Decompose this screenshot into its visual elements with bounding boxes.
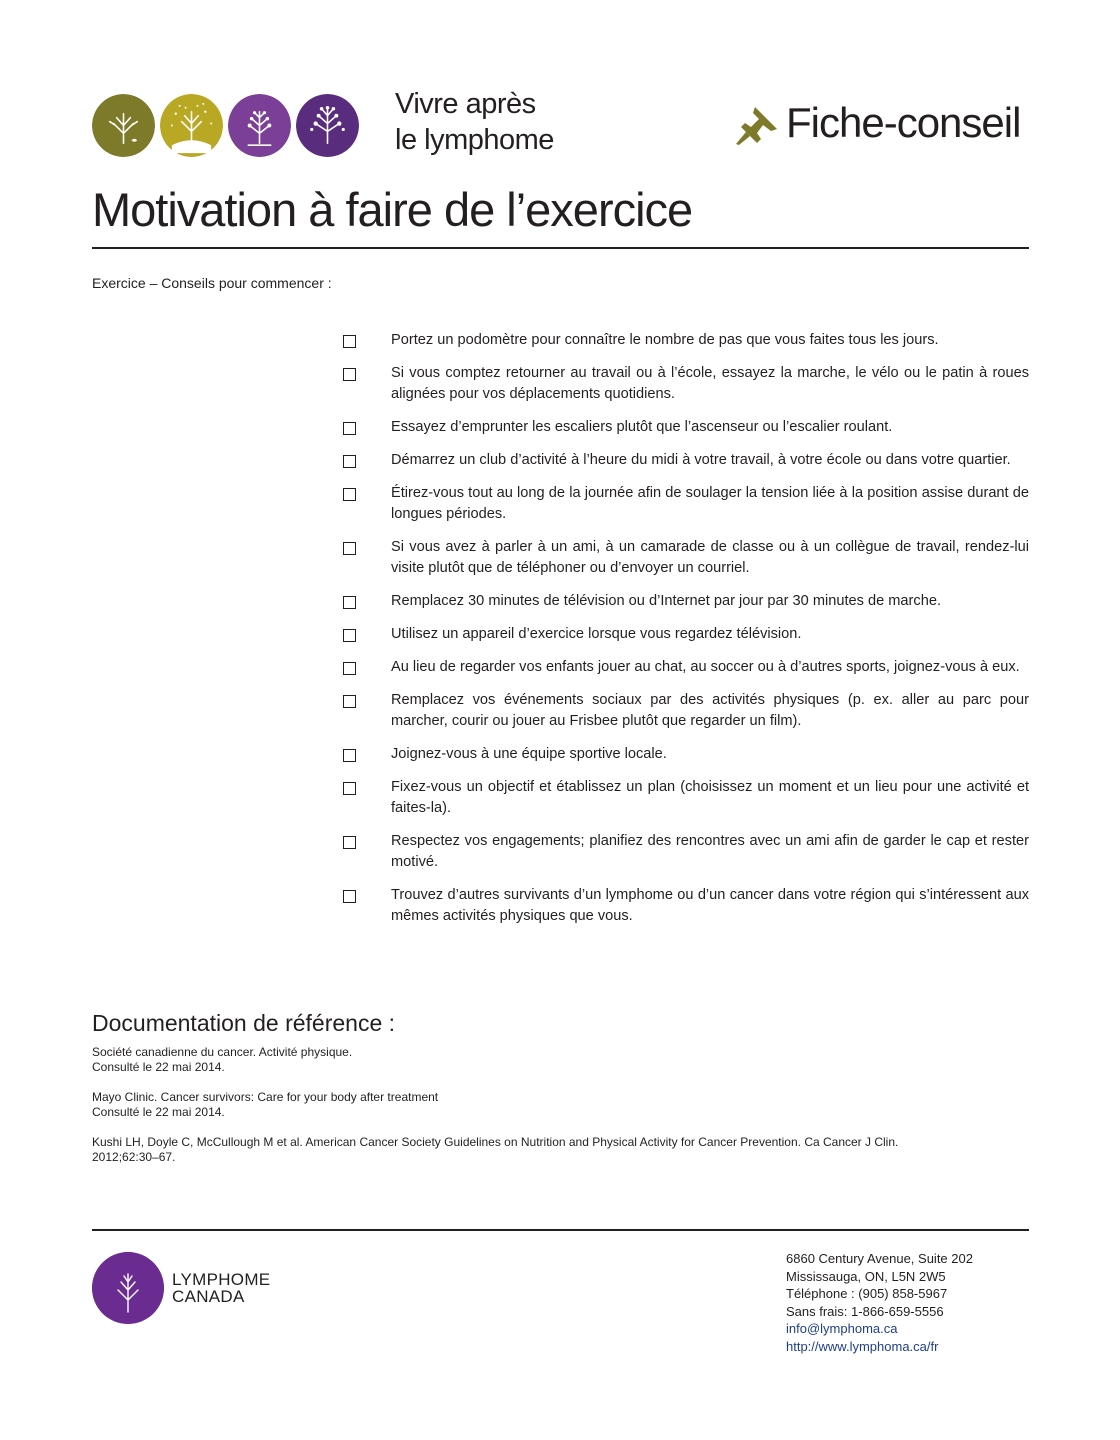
checklist-item: [343, 417, 1033, 438]
checklist-item: [343, 831, 1033, 873]
checklist-item-text: Joignez-vous à une équipe sportive locale.: [391, 746, 667, 762]
checkbox[interactable]: [343, 335, 356, 348]
fiche-conseil-badge: Fiche-conseil: [786, 99, 1021, 146]
checklist-item-text: Remplacez vos événements sociaux par des activités physiques (p. ex. aller au parc pour marcher, courir ou jouer au Frisbee plutôt que regarder un film).: [391, 692, 1029, 729]
checklist-item-text: Démarrez un club d’activité à l’heure du midi à votre travail, à votre école ou dans votre quartier.: [391, 452, 1011, 468]
pushpin-icon: [733, 101, 783, 147]
checkbox[interactable]: [343, 596, 356, 609]
email-link[interactable]: info@lymphoma.ca: [786, 1321, 898, 1336]
checkbox[interactable]: [343, 695, 356, 708]
checklist-item-text: Au lieu de regarder vos enfants jouer au chat, au soccer ou à d’autres sports, joignez-vous à eux.: [391, 659, 1020, 675]
checklist-item-text: Trouvez d’autres survivants d’un lymphome ou d’un cancer dans votre région qui s’intéressent aux mêmes activités physiques que vous.: [391, 887, 1029, 924]
checkbox[interactable]: [343, 455, 356, 468]
checklist-item-text: Respectez vos engagements; planifiez des rencontres avec un ami afin de garder le cap et rester motivé.: [391, 833, 1029, 870]
checkbox[interactable]: [343, 488, 356, 501]
checklist-item-text: Si vous avez à parler à un ami, à un camarade de classe ou à un collègue de travail, rendez-lui visite plutôt que de téléphoner ou d’envoyer un courriel.: [391, 539, 1029, 576]
organization-name: [172, 1271, 270, 1305]
lymphome-canada-logo-icon: [92, 1252, 164, 1324]
checkbox[interactable]: [343, 542, 356, 555]
checkbox[interactable]: [343, 662, 356, 675]
checklist-item: [343, 657, 1033, 678]
checklist-item: [343, 690, 1033, 732]
reference-item: [92, 1090, 1029, 1120]
checkbox[interactable]: [343, 422, 356, 435]
reference-line: Consulté le 22 mai 2014.: [92, 1060, 225, 1074]
checklist-item-text: Étirez-vous tout au long de la journée afin de soulager la tension liée à la position assise durant de longues périodes.: [391, 485, 1029, 522]
checkbox[interactable]: [343, 890, 356, 903]
series-title-line: Vivre après: [395, 88, 536, 120]
series-title: [395, 86, 554, 158]
checkbox[interactable]: [343, 629, 356, 642]
checklist-item: [343, 537, 1033, 579]
checklist-item: [343, 330, 1033, 351]
footer-divider: [92, 1229, 1029, 1231]
checklist-item: [343, 450, 1033, 471]
checklist-item: [343, 624, 1033, 645]
address-line: Mississauga, ON, L5N 2W5: [786, 1268, 946, 1284]
checklist-item: [343, 885, 1033, 927]
intro-text: Exercice – Conseils pour commencer :: [92, 275, 332, 291]
checkbox[interactable]: [343, 782, 356, 795]
references-list: [92, 1045, 1029, 1180]
reference-item: [92, 1135, 1029, 1165]
reference-line: Mayo Clinic. Cancer survivors: Care for your body after treatment: [92, 1090, 439, 1104]
tree-logo-olive: [92, 94, 155, 157]
page-title: Motivation à faire de l’exercice: [92, 183, 693, 236]
contact-block: [786, 1250, 973, 1355]
series-title-line: le lymphome: [395, 124, 554, 156]
checklist-item: [343, 777, 1033, 819]
checklist-item-text: Si vous comptez retourner au travail ou à l’école, essayez la marche, le vélo ou le patin à roues alignées pour vos déplacements quotidiens.: [391, 365, 1029, 402]
reference-line: 2012;62:30–67.: [92, 1150, 176, 1164]
checklist-item-text: Portez un podomètre pour connaître le nombre de pas que vous faites tous les jours.: [391, 332, 939, 348]
tree-logo-purple: [228, 94, 291, 157]
checklist-item: [343, 744, 1033, 765]
reference-line: Consulté le 22 mai 2014.: [92, 1105, 225, 1119]
checklist-item-text: Utilisez un appareil d’exercice lorsque vous regardez télévision.: [391, 626, 802, 642]
reference-line: Kushi LH, Doyle C, McCullough M et al. American Cancer Society Guidelines on Nutrition and Physical Activity for Cancer Prevention. Ca Cancer J Clin.: [92, 1135, 899, 1149]
references-heading: Documentation de référence :: [92, 1010, 396, 1036]
website-link[interactable]: http://www.lymphoma.ca/fr: [786, 1338, 939, 1354]
checklist-item: [343, 363, 1033, 405]
series-logo-group: [92, 94, 359, 157]
checkbox[interactable]: [343, 836, 356, 849]
organization-name-line: CANADA: [172, 1287, 245, 1306]
reference-line: Société canadienne du cancer. Activité physique.: [92, 1045, 353, 1059]
phone-number: Téléphone : (905) 858-5967: [786, 1286, 948, 1301]
checklist-item-text: Remplacez 30 minutes de télévision ou d’Internet par jour par 30 minutes de marche.: [391, 593, 941, 609]
address-line: 6860 Century Avenue, Suite 202: [786, 1251, 973, 1266]
tips-checklist: [343, 330, 1033, 939]
organization-name-line: LYMPHOME: [172, 1270, 271, 1289]
title-divider: [92, 247, 1029, 249]
checklist-item: [343, 591, 1033, 612]
tree-logo-dark-purple: [296, 94, 359, 157]
tree-logo-gold: [160, 94, 223, 157]
checkbox[interactable]: [343, 368, 356, 381]
checklist-item-text: Essayez d’emprunter les escaliers plutôt que l’ascenseur ou l’escalier roulant.: [391, 419, 893, 435]
reference-item: [92, 1045, 1029, 1075]
toll-free-number: Sans frais: 1-866-659-5556: [786, 1303, 944, 1319]
checklist-item: [343, 483, 1033, 525]
checkbox[interactable]: [343, 749, 356, 762]
checklist-item-text: Fixez-vous un objectif et établissez un plan (choisissez un moment et un lieu pour une activité et faites-la).: [391, 779, 1029, 816]
